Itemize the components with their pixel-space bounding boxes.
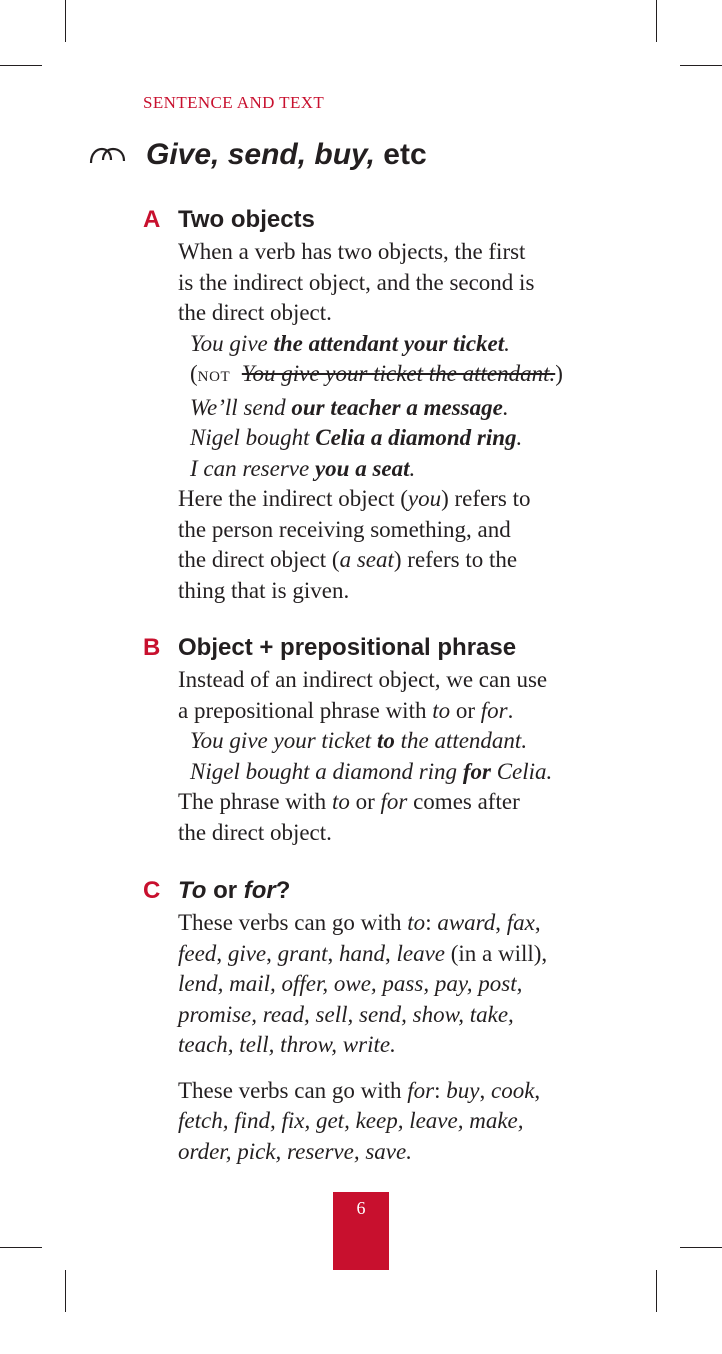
example-sentence: Nigel bought a diamond ring for Celia. bbox=[190, 758, 553, 784]
paragraph-line: the direct object. bbox=[178, 819, 332, 845]
paragraph-line: the direct object. bbox=[178, 300, 332, 325]
paragraph-line: feed, give, grant, hand, leave (in a will), bbox=[178, 940, 548, 966]
paragraph-line: is the indirect object, and the second is bbox=[178, 269, 535, 295]
paragraph-line: the person receiving something, and bbox=[178, 516, 511, 542]
paragraph-line: Here the indirect object (you) refers to bbox=[178, 486, 531, 511]
paragraph-line: These verbs can go with to: award, fax, bbox=[178, 910, 541, 935]
crop-mark-bottom-right bbox=[656, 1270, 657, 1312]
crop-mark-top-left bbox=[65, 0, 66, 42]
paragraph-line: order, pick, reserve, save. bbox=[178, 1138, 412, 1164]
paragraph-line: When a verb has two objects, the first bbox=[178, 239, 526, 264]
section-letter: C bbox=[143, 877, 161, 904]
paragraph-line: promise, read, sell, send, show, take, bbox=[178, 1001, 514, 1027]
paragraph-line: thing that is given. bbox=[178, 577, 350, 603]
paragraph-line: the direct object (a seat) refers to the bbox=[178, 547, 518, 572]
crop-mark-bottom-left-h bbox=[0, 1247, 42, 1248]
example-sentence: I can reserve you a seat. bbox=[190, 455, 416, 481]
crop-mark-top-right-h bbox=[680, 65, 722, 66]
crop-mark-top-left-h bbox=[0, 65, 42, 66]
paragraph-line: These verbs can go with for: buy, cook, bbox=[178, 1077, 541, 1103]
paragraph-line: lend, mail, offer, owe, pass, pay, post, bbox=[178, 971, 523, 996]
section-letter: B bbox=[143, 634, 161, 661]
example-sentence: You give the attendant your ticket. bbox=[190, 330, 510, 356]
incorrect-example: (NOT You give your ticket the attendant.) bbox=[190, 361, 563, 386]
example-sentence: We’ll send our teacher a message. bbox=[190, 394, 509, 420]
section-letter: A bbox=[143, 206, 161, 233]
paragraph-line: fetch, find, fix, get, keep, leave, make, bbox=[178, 1108, 524, 1133]
paragraph-line: The phrase with to or for comes after bbox=[178, 789, 520, 814]
example-sentence: You give your ticket to the attendant. bbox=[190, 728, 528, 753]
section-b bbox=[143, 634, 603, 848]
section-a-heading: A Two objects bbox=[143, 206, 315, 233]
section-c bbox=[143, 877, 603, 1167]
section-b-heading: B Object + prepositional phrase bbox=[143, 634, 517, 661]
paragraph-line: teach, tell, throw, write. bbox=[178, 1032, 396, 1057]
page-title: Give, send, buy, etc bbox=[146, 138, 427, 171]
running-header: SENTENCE AND TEXT bbox=[143, 93, 325, 112]
paragraph-line: a prepositional phrase with to or for. bbox=[178, 697, 514, 723]
linked-rings-icon bbox=[88, 144, 128, 166]
section-c-heading: C To or for? bbox=[143, 877, 291, 904]
entry-title bbox=[88, 138, 427, 172]
page-number: 6 bbox=[333, 1192, 389, 1270]
example-sentence: Nigel bought Celia a diamond ring. bbox=[190, 425, 523, 450]
crop-mark-top-right bbox=[656, 0, 657, 42]
crop-mark-bottom-right-h bbox=[680, 1247, 722, 1248]
crop-mark-bottom-left bbox=[65, 1270, 66, 1312]
paragraph-line: Instead of an indirect object, we can use bbox=[178, 667, 548, 692]
section-a bbox=[143, 206, 603, 606]
